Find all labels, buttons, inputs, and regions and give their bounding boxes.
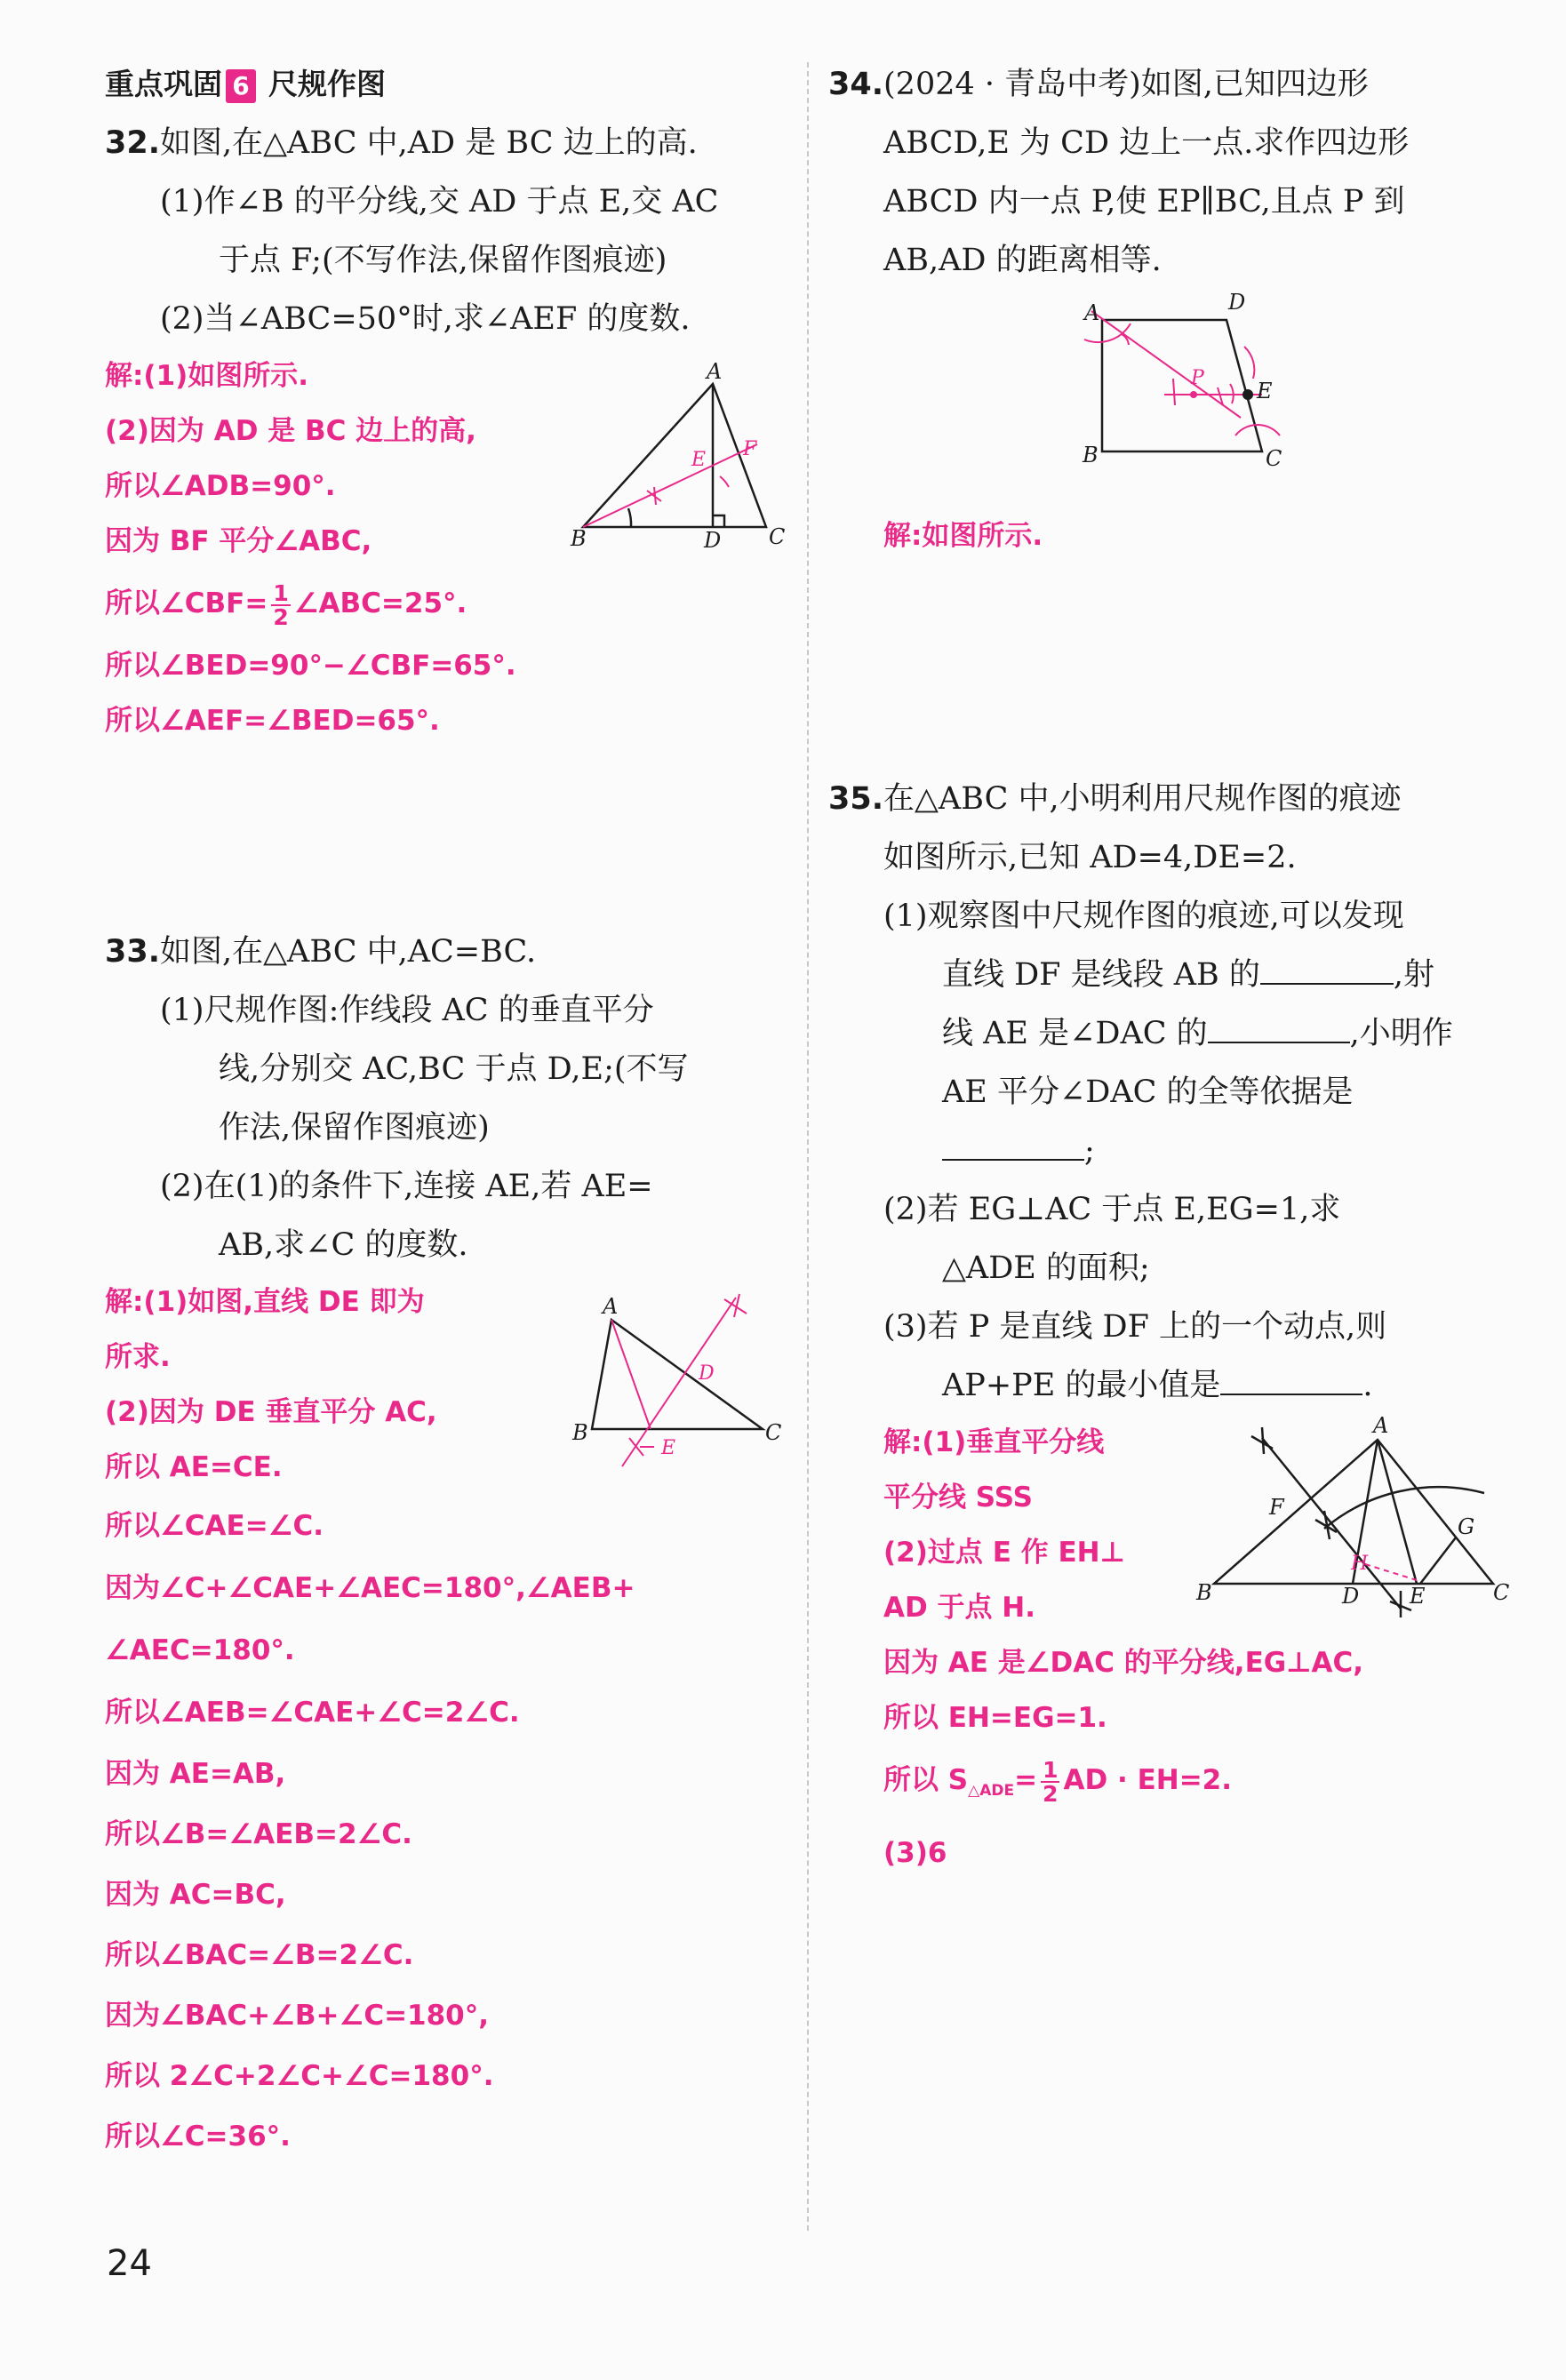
label-A: A [603, 1294, 619, 1319]
question-stem: 如图所示,已知 AD=4,DE=2. [883, 840, 1297, 875]
solution-line: (2)过点 E 作 EH⊥ [883, 1537, 1125, 1569]
solution-line: 所以∠AEF=∠BED=65°. [105, 705, 440, 737]
label-C: C [1493, 1580, 1510, 1605]
question-part: (2)若 EG⊥AC 于点 E,EG=1,求 [883, 1192, 1341, 1227]
label-G: G [1458, 1514, 1475, 1539]
solution-line: 因为 AC=BC, [105, 1879, 286, 1911]
label-F: F [1269, 1495, 1284, 1520]
label-D: D [699, 1362, 715, 1385]
answer-blank[interactable] [1220, 1365, 1362, 1395]
solution-line: 解:(1)如图,直线 DE 即为 [105, 1286, 425, 1318]
question-stem: 如图,在△ABC 中,AD 是 BC 边上的高. [160, 125, 698, 161]
figure-35 [1191, 1413, 1511, 1617]
label-C: C [769, 524, 786, 549]
question-part: (2)在(1)的条件下,连接 AE,若 AE= [160, 1169, 653, 1204]
solution-line: 所以∠ADB=90°. [105, 470, 336, 502]
solution-line: 所以∠B=∠AEB=2∠C. [105, 1818, 412, 1850]
solution-line: 所以 2∠C+2∠C+∠C=180°. [105, 2060, 494, 2092]
solution-line: 平分线 SSS [883, 1482, 1033, 1513]
question-part: (1)尺规作图:作线段 AC 的垂直平分 [160, 993, 654, 1028]
question-part: 作法,保留作图痕迹) [219, 1110, 490, 1146]
answer-blank[interactable] [1260, 954, 1394, 985]
label-E: E [1257, 379, 1273, 403]
question-stem: AB,AD 的距离相等. [883, 243, 1162, 278]
fraction: $\frac{1}{2}$ [273, 579, 289, 630]
solution-line: 所以∠BED=90°−∠CBF=65°. [105, 650, 516, 682]
label-A: A [707, 359, 723, 384]
label-E: E [691, 449, 707, 471]
question-part: AE 平分∠DAC 的全等依据是 [942, 1074, 1354, 1110]
page-number: 24 [107, 2243, 152, 2284]
solution-line: 解:(1)如图所示. [105, 360, 309, 392]
solution-line: (2)因为 DE 垂直平分 AC, [105, 1396, 437, 1428]
figure-32 [569, 355, 786, 560]
question-part: △ADE 的面积; [942, 1250, 1150, 1286]
label-E: E [661, 1437, 676, 1459]
question-stem: (2024 · 青岛中考)如图,已知四边形 [883, 67, 1369, 102]
label-B: B [1083, 443, 1099, 467]
figure-34 [1075, 290, 1315, 480]
figure-33 [569, 1289, 782, 1475]
question-number: 34. [828, 67, 884, 102]
question-part: 线,分别交 AC,BC 于点 D,E;(不写 [219, 1051, 689, 1087]
solution-line: 因为 AE=AB, [105, 1758, 286, 1790]
question-35: 35.在△ABC 中,小明利用尺规作图的痕迹 如图所示,已知 AD=4,DE=2. (1)观察图中尺规作图的痕迹,可以发现 直线 DF 是线段 AB 的 ,射 线 AE 是∠DAC 的 ,小明作 AE 平分∠DAC 的全等依据是 ; (2)若 EG⊥AC 于点 E,EG=1,求 △ADE 的面积; (3)若 P 是直线 DF 上的一个动点,则 AP+PE 的最小值是 . 解:(1)垂直平分线 平分线 SSS (2)过点 E 作 EH⊥ AD 于点 H. 因为 AE 是∠DAC 的平分线,EG⊥AC, 所以 EH=EG=1. 所以 $S_{\triangle ADE}=$ $\frac{1}{2}$ AD · EH=2. (3)6 [828, 770, 1504, 1881]
question-part: AB,求∠C 的度数. [219, 1227, 468, 1263]
section-title: 尺规作图 [268, 67, 386, 101]
question-stem: 如图,在△ABC 中,AC=BC. [160, 934, 537, 970]
solution-line: (2)因为 AD 是 BC 边上的高, [105, 415, 476, 447]
question-number: 35. [828, 781, 884, 817]
solution-line: 所以 $S_{\triangle ADE}=$ $\frac{1}{2}$ AD · EH=2. [883, 1756, 1233, 1807]
question-33 [105, 922, 780, 2167]
question-part: (1)作∠B 的平分线,交 AD 于点 E,交 AC [160, 184, 719, 220]
column-divider [807, 62, 809, 2231]
label-B: B [572, 1420, 588, 1445]
label-C: C [1266, 446, 1282, 471]
answer-blank[interactable] [942, 1130, 1084, 1161]
answer-blank[interactable] [1208, 1013, 1350, 1043]
solution-line: 所以∠BAC=∠B=2∠C. [105, 1939, 414, 1971]
solution-line: 因为∠C+∠CAE+∠AEC=180°,∠AEB+ [105, 1572, 635, 1604]
question-part: 于点 F;(不写作法,保留作图痕迹) [219, 243, 667, 278]
label-D: D [1342, 1584, 1360, 1609]
solution-34: 解:如图所示. [883, 520, 1043, 552]
solution-line: (3)6 [883, 1837, 947, 1870]
solution-line: 所以 AE=CE. [105, 1451, 283, 1483]
label-A: A [1084, 300, 1100, 325]
solution-line: 所以∠CBF= $\frac{1}{2}$ ∠ABC=25°. [105, 579, 467, 630]
question-stem: 在△ABC 中,小明利用尺规作图的痕迹 [883, 781, 1402, 817]
solution-line: 解:(1)垂直平分线 [883, 1426, 1105, 1458]
label-P: P [1191, 367, 1204, 389]
solution-line: 所以∠AEB=∠CAE+∠C=2∠C. [105, 1697, 520, 1729]
section-header [105, 55, 780, 114]
question-number: 33. [105, 934, 161, 970]
label-A: A [1373, 1413, 1389, 1438]
solution-line: 所以∠C=36°. [105, 2120, 291, 2152]
question-number: 32. [105, 125, 161, 161]
label-B: B [571, 526, 587, 551]
solution-line: 所以∠CAE=∠C. [105, 1510, 324, 1542]
question-part: (1)观察图中尺规作图的痕迹,可以发现 [883, 898, 1404, 934]
label-F: F [743, 438, 757, 460]
solution-line: 因为 BF 平分∠ABC, [105, 525, 372, 557]
solution-line: 因为∠BAC+∠B+∠C=180°, [105, 2000, 490, 2032]
section-badge: 6 [226, 69, 256, 103]
section-prefix: 重点巩固 [105, 67, 222, 101]
fraction: $\frac{1}{2}$ [1043, 1756, 1059, 1807]
label-D: D [1228, 290, 1246, 315]
solution-line: 因为 AE 是∠DAC 的平分线,EG⊥AC, [883, 1647, 1364, 1679]
question-part: (2)当∠ABC=50°时,求∠AEF 的度数. [160, 301, 691, 337]
solution-line: 所以 EH=EG=1. [883, 1702, 1107, 1734]
label-C: C [765, 1420, 782, 1445]
question-stem: ABCD,E 为 CD 边上一点.求作四边形 [883, 125, 1410, 161]
label-E: E [1410, 1584, 1426, 1609]
label-D: D [704, 528, 722, 553]
label-B: B [1196, 1580, 1212, 1605]
question-stem: ABCD 内一点 P,使 EP∥BC,且点 P 到 [883, 184, 1405, 220]
solution-line: ∠AEC=180°. [105, 1634, 295, 1666]
label-H: H [1351, 1553, 1369, 1575]
question-part: (3)若 P 是直线 DF 上的一个动点,则 [883, 1309, 1387, 1345]
solution-line: 所求. [105, 1341, 171, 1373]
solution-line: AD 于点 H. [883, 1592, 1036, 1624]
